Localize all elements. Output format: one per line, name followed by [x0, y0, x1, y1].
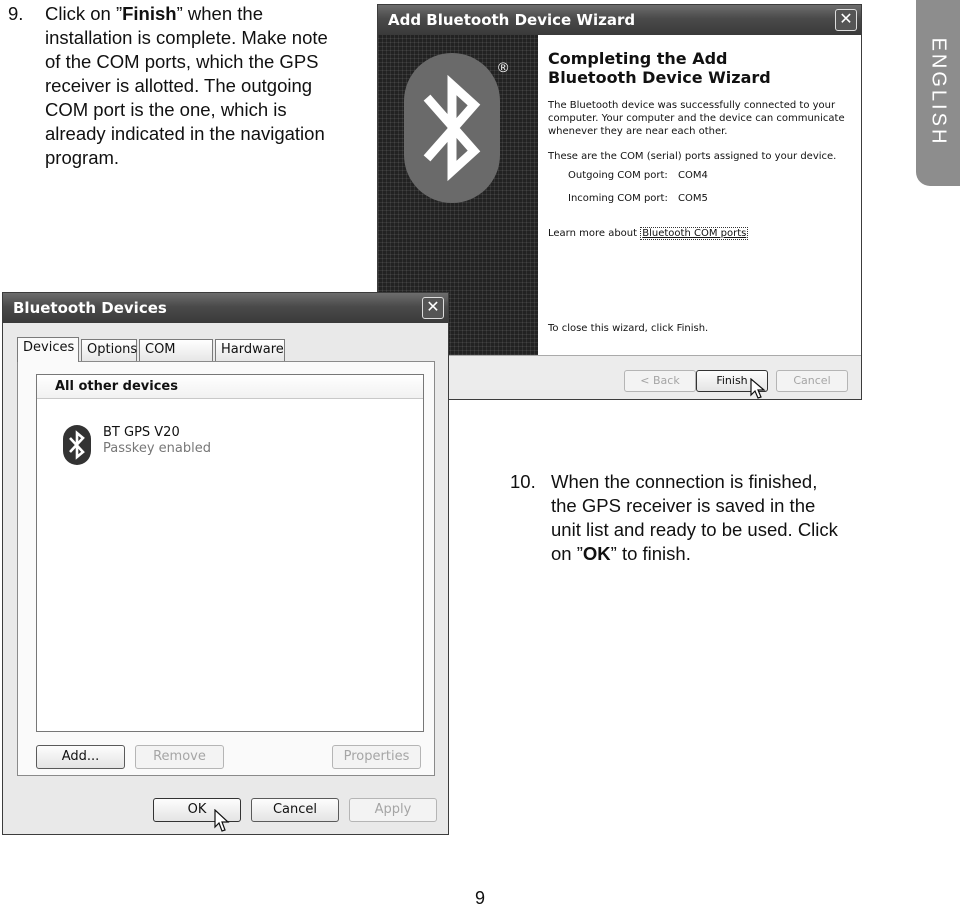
wizard-content [538, 35, 861, 355]
mouse-cursor-icon [214, 809, 230, 833]
wizard-titlebar [378, 5, 861, 35]
step-9-text [45, 2, 337, 170]
learn-more-line [548, 227, 851, 240]
add-bluetooth-wizard-window [377, 4, 862, 400]
device-name: BT GPS V20 [103, 425, 180, 440]
learn-more-prefix: Learn more about [548, 228, 641, 239]
outgoing-com-port-value: COM4 [678, 170, 708, 181]
device-group-header: All other devices [37, 375, 423, 399]
wizard-button-bar [378, 355, 861, 399]
remove-device-button[interactable]: Remove [135, 745, 224, 769]
wizard-close-button[interactable]: ✕ [835, 9, 857, 31]
step-10-text [551, 470, 846, 566]
incoming-com-port-row [548, 192, 851, 205]
mouse-cursor-icon [750, 378, 766, 400]
devices-cancel-button[interactable]: Cancel [251, 798, 339, 822]
step-10-text-lead: When the connection is finished, the GPS receiver is saved in the unit list and ready to be used. Click on ” [551, 471, 838, 564]
device-list[interactable] [36, 374, 424, 732]
device-status: Passkey enabled [103, 441, 211, 456]
wizard-ports-intro: These are the COM (serial) ports assigned to your device. [548, 151, 837, 162]
incoming-com-port-value: COM5 [678, 193, 708, 204]
wizard-title: Add Bluetooth Device Wizard [388, 11, 636, 29]
devices-tab-panel [17, 361, 435, 776]
bluetooth-device-icon [63, 425, 91, 465]
add-device-button[interactable]: Add... [36, 745, 125, 769]
step-10-number: 10. [510, 471, 536, 492]
tab-options[interactable]: Options [81, 339, 137, 361]
incoming-com-port-label: Incoming COM port: [568, 193, 668, 204]
tab-hardware[interactable]: Hardware [215, 339, 285, 361]
step-10-text-after: ” to finish. [610, 543, 691, 564]
bluetooth-devices-window [2, 292, 449, 835]
page-number: 9 [474, 888, 485, 908]
wizard-close-hint: To close this wizard, click Finish. [548, 323, 709, 334]
devices-titlebar [3, 293, 448, 323]
wizard-success-text: The Bluetooth device was successfully connected to your computer. Your computer and the device can communicate whenever they are near each other. [548, 100, 845, 137]
step-9-text-before: Click on ” [45, 3, 123, 24]
step-9-bold-finish: Finish [122, 3, 177, 24]
devices-close-button[interactable]: ✕ [422, 297, 444, 319]
bluetooth-logo-icon [404, 53, 500, 203]
apply-button[interactable]: Apply [349, 798, 437, 822]
step-9-text-after: ” when the installation is complete. Make note of the COM ports, which the GPS receiver is allotted. The outgoing COM port is the one, which is already indicated in the navigation program. [45, 3, 328, 168]
finish-button[interactable]: Finish [696, 370, 768, 392]
wizard-cancel-button[interactable]: Cancel [776, 370, 848, 392]
bluetooth-com-ports-link[interactable]: Bluetooth COM ports [642, 228, 747, 239]
language-tab-label: ENGLISH [927, 37, 950, 147]
outgoing-com-port-row [548, 169, 851, 182]
tab-com-ports[interactable]: COM [139, 339, 213, 361]
wizard-heading: Completing the Add Bluetooth Device Wizard [548, 49, 771, 87]
ok-button[interactable]: OK [153, 798, 241, 822]
properties-button[interactable]: Properties [332, 745, 421, 769]
step-9-number: 9. [8, 3, 24, 24]
back-button[interactable]: < Back [624, 370, 696, 392]
language-tab [916, 0, 960, 186]
registered-mark: ® [498, 59, 509, 75]
outgoing-com-port-label: Outgoing COM port: [568, 170, 668, 181]
devices-title: Bluetooth Devices [13, 299, 167, 317]
step-10-bold-ok: OK [582, 543, 611, 564]
tab-devices[interactable]: Devices [17, 337, 79, 362]
